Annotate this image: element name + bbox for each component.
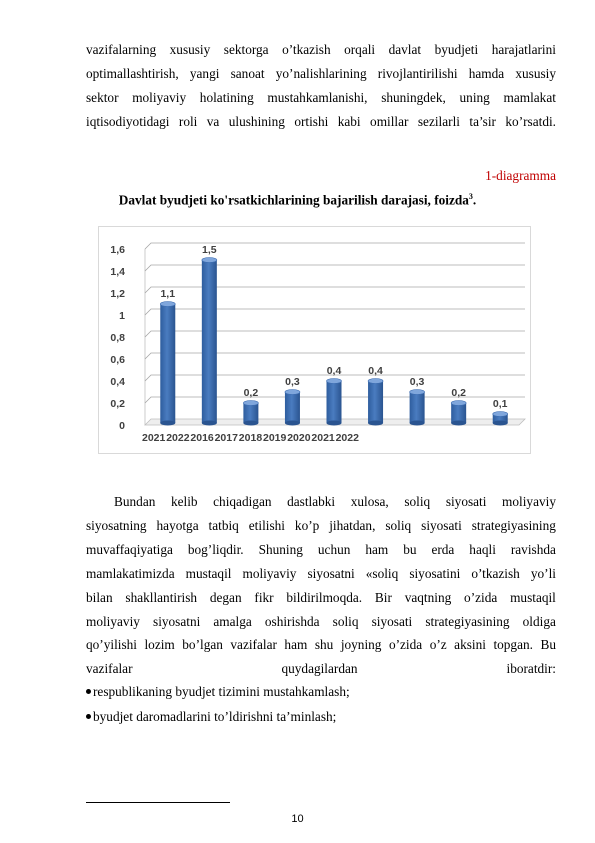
word: aksini bbox=[454, 637, 486, 653]
word: erda bbox=[431, 541, 455, 557]
word: yo’li bbox=[530, 565, 556, 581]
y-tick-label: 1,2 bbox=[110, 288, 125, 300]
word: joyning bbox=[340, 637, 382, 653]
word: sanoat bbox=[230, 65, 265, 81]
bullet-text: respublikaning byudjet tizimini mustahkamlash; bbox=[93, 684, 350, 699]
word: ham bbox=[284, 637, 308, 653]
bar bbox=[327, 381, 342, 423]
word: o’zida bbox=[388, 637, 423, 653]
bullet-text: byudjet daromadlarini to’ldirishni ta’minlash; bbox=[93, 709, 337, 724]
data-label: 0,2 bbox=[451, 387, 466, 399]
word: yo’nalishlarining bbox=[275, 65, 367, 81]
x-tick-label: 2020 bbox=[287, 432, 311, 444]
text-line bbox=[86, 514, 556, 538]
bar-base bbox=[451, 421, 466, 426]
word: hayotga bbox=[156, 517, 199, 533]
word: siyosatning bbox=[86, 517, 147, 533]
y-tick-label: 1 bbox=[119, 310, 125, 322]
word: bog’liqdir. bbox=[187, 541, 244, 557]
data-label: 0,4 bbox=[326, 365, 342, 377]
bar-base bbox=[410, 421, 425, 426]
word: Bu bbox=[540, 637, 556, 653]
word: mamlakatimizda bbox=[86, 565, 175, 581]
y-tick-label: 0 bbox=[119, 420, 125, 432]
text-line bbox=[86, 38, 556, 62]
x-tick-label: 2021 bbox=[142, 432, 166, 444]
bar-top bbox=[368, 379, 383, 384]
bar-top bbox=[202, 258, 217, 263]
x-tick-label: 2022 bbox=[335, 432, 359, 444]
word: vazifalar bbox=[230, 637, 277, 653]
word: muvaffaqiyatiga bbox=[86, 541, 173, 557]
word: hamda bbox=[468, 65, 505, 81]
word: kelib bbox=[170, 494, 198, 509]
bar bbox=[243, 403, 258, 423]
word: bildirilmoqda. bbox=[286, 589, 363, 605]
bar-base bbox=[202, 421, 217, 426]
diagram-title-end: . bbox=[472, 192, 477, 208]
word: haqli bbox=[469, 541, 496, 557]
word: moliyaviy bbox=[242, 565, 297, 581]
x-tick-label: 2021 bbox=[311, 432, 335, 444]
word: ravishda bbox=[510, 541, 556, 557]
word: vaqtning bbox=[404, 589, 452, 605]
bar bbox=[368, 381, 383, 423]
bar-base bbox=[243, 421, 258, 426]
bar bbox=[410, 392, 425, 423]
word: Shuning bbox=[258, 541, 303, 557]
data-label: 0,4 bbox=[368, 365, 383, 377]
word: optimallashtirish, bbox=[86, 65, 179, 81]
text-line bbox=[86, 490, 556, 514]
bar-base bbox=[493, 421, 508, 426]
word: siyosatni bbox=[153, 613, 201, 629]
word: siyosatini bbox=[409, 565, 461, 581]
bar-top bbox=[285, 390, 300, 395]
bar-chart bbox=[98, 226, 531, 454]
word: fikr bbox=[254, 589, 274, 605]
text-line-last: vazifalar quydagilardan iboratdir: bbox=[86, 661, 556, 677]
word: dastlabki bbox=[287, 494, 336, 509]
bar bbox=[202, 260, 217, 423]
y-tick-label: 1,4 bbox=[110, 266, 125, 278]
word: «soliq bbox=[365, 565, 399, 581]
x-tick-label: 2022 bbox=[166, 432, 190, 444]
text-line bbox=[86, 610, 556, 634]
diagram-title-text: Davlat byudjeti ko'rsatkichlarining bajarilish darajasi, foizda bbox=[118, 192, 469, 208]
word: mustahkamlanishi, bbox=[267, 89, 368, 105]
data-label: 0,2 bbox=[243, 387, 259, 399]
word: qo’yilishi bbox=[86, 637, 137, 653]
word: moliyaviy bbox=[132, 89, 187, 105]
word: degan bbox=[209, 589, 242, 605]
word: o’zida bbox=[464, 589, 498, 605]
word: oldiga bbox=[522, 613, 556, 629]
word: shakllantirish bbox=[125, 589, 198, 605]
bar bbox=[451, 403, 466, 423]
word: mamlakat bbox=[503, 89, 556, 105]
bullet-item bbox=[86, 709, 336, 725]
word: davlat bbox=[388, 42, 422, 57]
word: siyosati bbox=[445, 494, 487, 509]
footnote-separator bbox=[86, 802, 230, 803]
bar-top bbox=[160, 302, 175, 307]
paragraph-2 bbox=[86, 490, 556, 681]
diagram-title bbox=[0, 192, 595, 208]
text-line-last: iqtisodiyotidagi roli va ulushining ortishi kabi omillar sezilarli ta’sir ko’rsatdi. bbox=[86, 113, 556, 129]
bullet-dot-icon bbox=[86, 689, 91, 694]
bar-base bbox=[285, 421, 300, 426]
data-label: 0,3 bbox=[409, 376, 425, 388]
x-tick-label: 2016 bbox=[190, 432, 214, 444]
data-label: 1,5 bbox=[202, 244, 217, 256]
word: harajatlarini bbox=[491, 42, 556, 57]
word: yangi bbox=[189, 65, 220, 81]
text-line bbox=[86, 633, 556, 657]
bar-base bbox=[327, 421, 342, 426]
data-label: 1,1 bbox=[160, 288, 176, 300]
y-tick-label: 0,2 bbox=[110, 398, 125, 410]
word: rivojlantirilishi bbox=[377, 65, 458, 81]
text-line bbox=[86, 86, 556, 110]
paragraph-1 bbox=[86, 38, 556, 134]
bar bbox=[285, 392, 300, 423]
word: soliq bbox=[332, 613, 359, 629]
word: shu bbox=[314, 637, 334, 653]
data-label: 0,3 bbox=[285, 376, 300, 388]
word: Bundan bbox=[114, 494, 156, 509]
page-number: 10 bbox=[291, 813, 304, 825]
word: moliyaviy bbox=[502, 494, 556, 509]
word: vazifalarning bbox=[86, 42, 157, 57]
bar-top bbox=[451, 401, 466, 406]
text-line bbox=[86, 62, 556, 86]
word: xususiy bbox=[515, 65, 556, 81]
text-line bbox=[86, 538, 556, 562]
word: strategiyasining bbox=[471, 517, 556, 533]
bullet-item bbox=[86, 684, 350, 700]
bar-chart-svg bbox=[99, 227, 532, 455]
word: xususiy bbox=[169, 42, 211, 57]
word: oshirishda bbox=[264, 613, 320, 629]
x-tick-label: 2018 bbox=[238, 432, 263, 444]
word: siyosati bbox=[371, 613, 413, 629]
word: amalga bbox=[213, 613, 252, 629]
word: o’z bbox=[429, 637, 447, 653]
word: sektorga bbox=[223, 42, 269, 57]
word: soliq bbox=[385, 517, 412, 533]
word: shuningdek, bbox=[381, 89, 446, 105]
word: o’tkazish bbox=[282, 42, 331, 57]
word: holatining bbox=[199, 89, 254, 105]
word: sektor bbox=[86, 89, 119, 105]
word: orqali bbox=[344, 42, 376, 57]
bar-top bbox=[410, 390, 425, 395]
word: soliq bbox=[404, 494, 431, 509]
word: tatbiq bbox=[208, 517, 239, 533]
word: Bir bbox=[374, 589, 392, 605]
word: bo’lgan bbox=[182, 637, 223, 653]
text-line bbox=[86, 586, 556, 610]
word: mustaqil bbox=[185, 565, 232, 581]
bar bbox=[160, 304, 175, 423]
word: chiqadigan bbox=[213, 494, 272, 509]
word: topgan. bbox=[493, 637, 533, 653]
word: xulosa, bbox=[350, 494, 389, 509]
bar-top bbox=[327, 379, 342, 384]
bullet-dot-icon bbox=[86, 714, 91, 719]
word: etilishi bbox=[248, 517, 285, 533]
word: o’tkazish bbox=[471, 565, 520, 581]
word: ko’p bbox=[294, 517, 320, 533]
bar-base bbox=[368, 421, 383, 426]
text-line bbox=[86, 562, 556, 586]
footnote-mark: 3 bbox=[468, 192, 473, 201]
word: siyosati bbox=[421, 517, 462, 533]
word: lozim bbox=[144, 637, 175, 653]
y-tick-label: 0,6 bbox=[110, 354, 125, 366]
x-tick-label: 2017 bbox=[214, 432, 238, 444]
word: uchun bbox=[317, 541, 351, 557]
y-tick-label: 0,4 bbox=[110, 376, 125, 388]
x-tick-label: 2019 bbox=[263, 432, 287, 444]
word: siyosatni bbox=[307, 565, 355, 581]
word: bilan bbox=[86, 589, 113, 605]
word: ham bbox=[365, 541, 389, 557]
word: uning bbox=[459, 89, 490, 105]
word: byudjeti bbox=[434, 42, 479, 57]
word: strategiyasining bbox=[425, 613, 510, 629]
bar-top bbox=[243, 401, 258, 406]
word: mustaqil bbox=[510, 589, 556, 605]
diagram-number: 1-diagramma bbox=[485, 168, 556, 183]
word: jihatdan, bbox=[329, 517, 376, 533]
data-label: 0,1 bbox=[492, 398, 508, 410]
word: bu bbox=[403, 541, 417, 557]
y-tick-label: 1,6 bbox=[110, 244, 125, 256]
bar-top bbox=[493, 412, 508, 417]
word: moliyaviy bbox=[86, 613, 140, 629]
y-tick-label: 0,8 bbox=[110, 332, 125, 344]
bar-base bbox=[160, 421, 175, 426]
